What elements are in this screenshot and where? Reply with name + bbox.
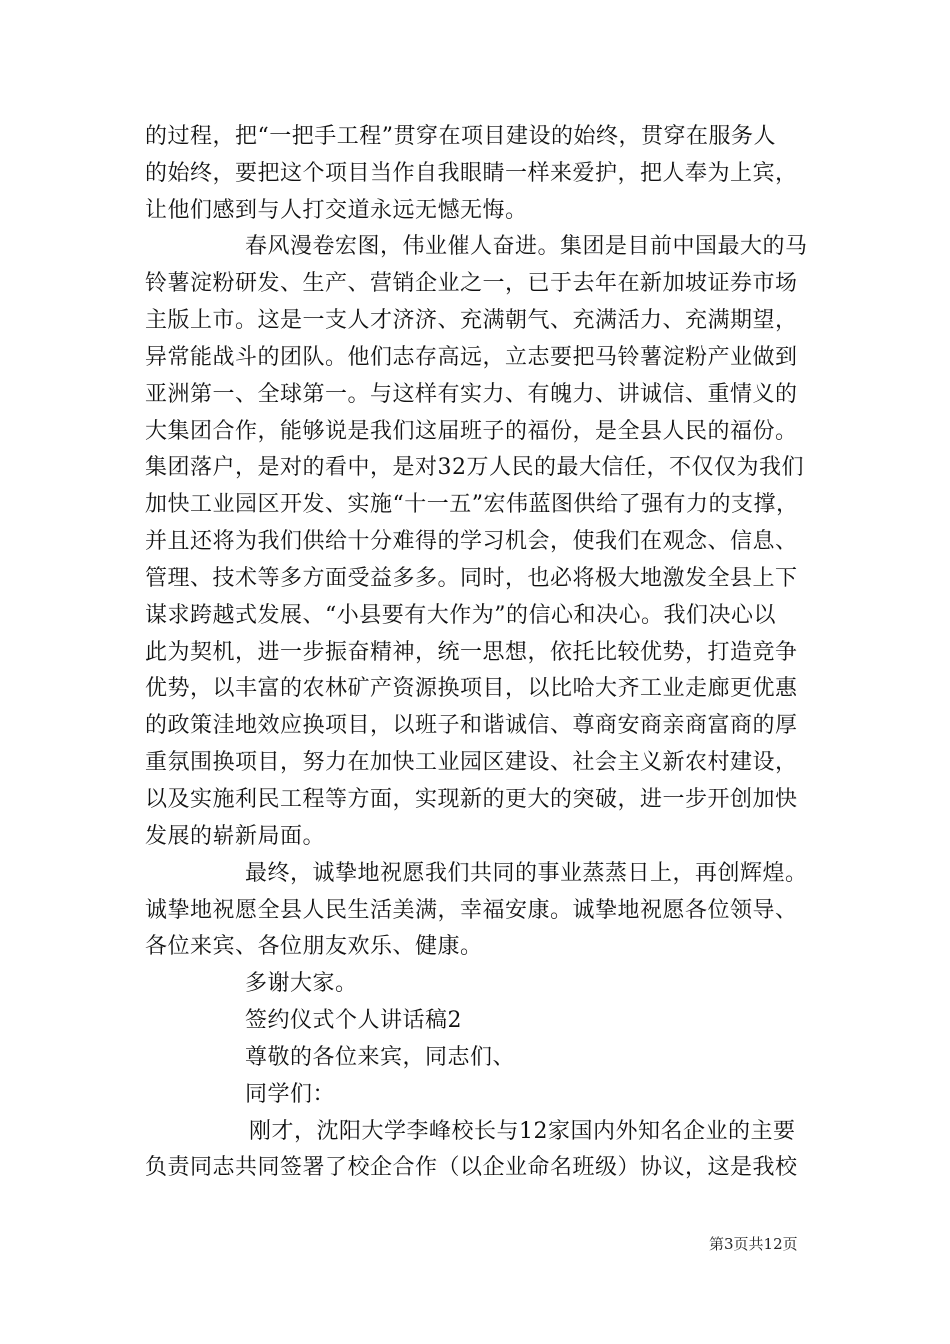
paragraph-start-line: 刚才，沈阳大学李峰校长与12家国内外知名企业的主要 (249, 1119, 796, 1144)
salutation-line: 尊敬的各位来宾，同志们、 (245, 1045, 516, 1070)
text-line: 亚洲第一、全球第一。与这样有实力、有魄力、讲诚信、重情义的 (145, 382, 798, 407)
text-line: 的政策洼地效应换项目，以班子和谐诚信、尊商安商亲商富商的厚 (145, 713, 798, 738)
text-line: 加快工业园区开发、实施“十一五”宏伟蓝图供给了强有力的支撑， (145, 492, 799, 517)
text-line: 主版上市。这是一支人才济济、充满朝气、充满活力、充满期望， (145, 308, 798, 333)
text-line: 优势，以丰富的农林矿产资源换项目，以比哈大齐工业走廊更优惠 (145, 676, 798, 701)
text-line: 大集团合作，能够说是我们这届班子的福份，是全县人民的福份。 (145, 419, 798, 444)
page-number: 第3页共12页 (709, 1235, 798, 1253)
text-line: 的始终，要把这个项目当作自我眼睛一样来爱护，把人奉为上宾， (145, 161, 798, 186)
text-line: 的过程，把“一把手工程”贯穿在项目建设的始终，贯穿在服务人 (145, 124, 776, 149)
text-line: 集团落户，是对的看中，是对32万人民的最大信任，不仅仅为我们 (145, 455, 804, 480)
text-line: 此为契机，进一步振奋精神，统一思想，依托比较优势，打造竞争 (145, 640, 798, 665)
text-line: 管理、技术等多方面受益多多。同时，也必将极大地激发全县上下 (145, 566, 798, 591)
paragraph-start-line: 春风漫卷宏图，伟业催人奋进。集团是目前中国最大的马 (245, 234, 808, 259)
text-line: 各位来宾、各位朋友欢乐、健康。 (145, 934, 483, 959)
salutation-line: 同学们： (245, 1082, 336, 1107)
text-line: 异常能战斗的团队。他们志存高远，立志要把马铃薯淀粉产业做到 (145, 345, 798, 370)
closing-line: 多谢大家。 (245, 971, 358, 996)
text-line: 让他们感到与人打交道永远无憾无悔。 (145, 198, 528, 223)
text-line: 谋求跨越式发展、“小县要有大作为”的信心和决心。我们决心以 (145, 603, 776, 628)
text-line: 负责同志共同签署了校企合作（以企业命名班级）协议，这是我校 (145, 1155, 798, 1180)
section-title: 签约仪式个人讲话稿2 (245, 1008, 462, 1033)
text-line: 铃薯淀粉研发、生产、营销企业之一，已于去年在新加坡证券市场 (145, 271, 798, 296)
paragraph-start-line: 最终，诚挚地祝愿我们共同的事业蒸蒸日上，再创辉煌。 (245, 861, 808, 886)
text-line: 发展的崭新局面。 (145, 824, 326, 849)
text-line: 以及实施利民工程等方面，实现新的更大的突破，进一步开创加快 (145, 787, 798, 812)
text-line: 并且还将为我们供给十分难得的学习机会，使我们在观念、信息、 (145, 529, 798, 554)
text-line: 重氛围换项目，努力在加快工业园区建设、社会主义新农村建设， (145, 750, 798, 775)
text-line: 诚挚地祝愿全县人民生活美满，幸福安康。诚挚地祝愿各位领导、 (145, 898, 798, 923)
